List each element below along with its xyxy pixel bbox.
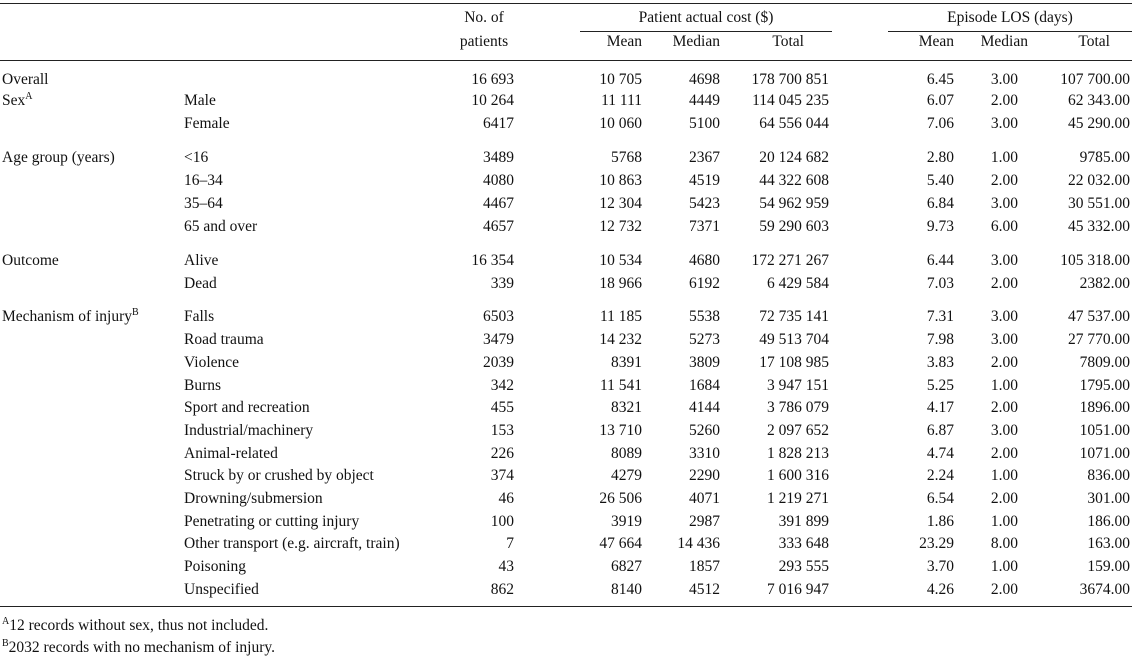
cell-n-patients: 342 [490,377,514,394]
cell-cost-mean: 10 863 [599,172,642,189]
header-no-patients-line2: patients [459,33,509,50]
cell-cost-total: 20 124 682 [759,149,829,166]
cell-n-patients: 153 [490,422,514,439]
cell-cost-mean: 8321 [611,399,642,416]
cell-cost-median: 3809 [689,354,720,371]
cell-cost-mean: 3919 [611,513,642,530]
cell-los-mean: 2.80 [926,149,954,166]
cell-n-patients: 3479 [483,331,514,348]
cell-los-total: 836.00 [1087,467,1130,484]
header-no-patients-line1: No. of [464,9,504,26]
cell-cost-total: 1 219 271 [767,490,829,507]
cell-subgroup: <16 [184,149,209,166]
cell-los-total: 45 332.00 [1068,218,1130,235]
cell-cost-mean: 12 732 [599,218,642,235]
cell-cost-total: 172 271 267 [751,252,829,269]
cell-los-median: 2.00 [990,445,1018,462]
cell-los-total: 22 032.00 [1068,172,1130,189]
cell-cost-total: 1 600 316 [767,467,829,484]
cell-los-total: 2382.00 [1079,275,1130,292]
cell-los-mean: 3.83 [926,354,954,371]
cell-cost-median: 5273 [689,331,720,348]
cell-n-patients: 455 [490,399,514,416]
cell-subgroup: Drowning/submersion [184,490,323,507]
footnote-a-text: 12 records without sex, thus not included. [9,617,269,634]
cell-cost-median: 3310 [689,445,720,462]
cell-los-median: 1.00 [990,467,1018,484]
footnote-a-mark: A [2,615,10,627]
cell-los-total: 45 290.00 [1068,115,1130,132]
cell-los-median: 3.00 [990,71,1018,88]
cell-los-mean: 7.98 [926,331,954,348]
cell-cost-total: 293 555 [778,558,829,575]
header-los-group: Episode LOS (days) [947,9,1073,26]
cell-category [2,251,59,271]
cell-cost-mean: 12 304 [599,195,642,212]
cell-los-mean: 4.17 [926,399,954,416]
cell-los-median: 6.00 [990,218,1018,235]
cell-cost-total: 17 108 985 [759,354,829,371]
cell-los-total: 3674.00 [1079,581,1130,598]
cell-los-total: 27 770.00 [1068,331,1130,348]
cell-n-patients: 6417 [483,115,514,132]
cell-los-total: 7809.00 [1079,354,1130,371]
category-label: Age group (years) [2,149,115,166]
cell-cost-total: 72 735 141 [759,308,829,325]
cell-los-mean: 5.25 [926,377,954,394]
cell-los-median: 3.00 [990,115,1018,132]
footnote-marker: A [25,90,33,102]
cell-los-median: 3.00 [990,331,1018,348]
cell-n-patients: 226 [490,445,514,462]
cell-los-mean: 6.45 [926,71,954,88]
category-label: Outcome [2,252,59,269]
cell-cost-total: 54 962 959 [759,195,829,212]
cell-n-patients: 4467 [483,195,514,212]
cell-los-mean: 6.54 [926,490,954,507]
cell-subgroup: Burns [184,377,222,394]
cell-n-patients: 4080 [483,172,514,189]
cell-cost-total: 333 648 [778,535,829,552]
cell-cost-mean: 8391 [611,354,642,371]
cell-los-median: 1.00 [990,558,1018,575]
cell-los-total: 163.00 [1087,535,1130,552]
cell-los-median: 1.00 [990,377,1018,394]
table-bottom-rule [0,606,1132,607]
cell-cost-mean: 11 541 [599,377,642,394]
cell-los-median: 2.00 [990,172,1018,189]
category-label: Mechanism of injury [2,308,133,325]
cell-cost-total: 2 097 652 [767,422,829,439]
cell-los-mean: 7.06 [926,115,954,132]
cell-los-mean: 7.31 [926,308,954,325]
cell-subgroup: Other transport (e.g. aircraft, train) [184,535,400,552]
cell-cost-median: 1857 [689,558,720,575]
cell-n-patients: 16 693 [471,71,514,88]
cell-los-median: 2.00 [990,399,1018,416]
cell-los-total: 1071.00 [1079,445,1130,462]
cell-cost-total: 59 290 603 [759,218,829,235]
cell-cost-mean: 10 534 [599,252,642,269]
cell-los-total: 47 537.00 [1068,308,1130,325]
cell-los-median: 3.00 [990,422,1018,439]
cell-cost-median: 14 436 [677,535,720,552]
footnote-b-text: 2032 records with no mechanism of injury. [8,639,275,656]
cell-n-patients: 7 [506,535,514,552]
cell-n-patients: 16 354 [471,252,514,269]
footnote-b-mark: B [2,637,9,649]
cell-cost-median: 2367 [689,149,720,166]
cell-subgroup: Sport and recreation [184,399,310,416]
cell-category [2,307,139,327]
cell-los-median: 2.00 [990,581,1018,598]
cell-los-mean: 2.24 [926,467,954,484]
cell-cost-total: 391 899 [778,513,829,530]
cell-los-median: 3.00 [990,308,1018,325]
cell-cost-mean: 11 111 [601,92,642,109]
cell-los-mean: 4.74 [926,445,954,462]
cell-cost-total: 3 947 151 [767,377,829,394]
cell-cost-median: 4698 [689,71,720,88]
cell-cost-median: 5100 [689,115,720,132]
cell-subgroup: Alive [184,252,219,269]
cell-los-mean: 5.40 [926,172,954,189]
cell-n-patients: 10 264 [471,92,514,109]
cell-los-total: 62 343.00 [1068,92,1130,109]
cell-subgroup: 16–34 [184,172,223,189]
cell-los-total: 1896.00 [1079,399,1130,416]
cell-subgroup: Falls [184,308,215,325]
cell-cost-total: 64 556 044 [759,115,829,132]
cell-subgroup: Industrial/machinery [184,422,314,439]
cell-los-mean: 3.70 [926,558,954,575]
cell-los-mean: 23.29 [919,535,954,552]
cell-los-total: 107 700.00 [1060,71,1130,88]
cell-n-patients: 6503 [483,308,514,325]
cell-n-patients: 43 [498,558,514,575]
cell-n-patients: 2039 [483,354,514,371]
cell-cost-median: 6192 [689,275,720,292]
cell-cost-total: 6 429 584 [767,275,829,292]
cell-cost-mean: 14 232 [599,331,642,348]
cell-cost-mean: 6827 [611,558,642,575]
cell-subgroup: 65 and over [184,218,258,235]
header-los-mean: Mean [918,33,954,50]
cell-cost-mean: 10 060 [599,115,642,132]
category-label: Overall [2,71,49,88]
header-los-total: Total [1078,33,1110,50]
cell-los-median: 2.00 [990,275,1018,292]
cell-n-patients: 100 [490,513,514,530]
cell-cost-median: 2987 [689,513,720,530]
cell-n-patients: 374 [490,467,514,484]
cell-subgroup: Unspecified [184,581,259,598]
cell-cost-mean: 8140 [611,581,642,598]
cell-los-mean: 7.03 [926,275,954,292]
cell-cost-total: 49 513 704 [759,331,829,348]
cell-los-median: 2.00 [990,354,1018,371]
cell-los-total: 30 551.00 [1068,195,1130,212]
cell-cost-median: 4449 [689,92,720,109]
cell-subgroup: Violence [184,354,240,371]
cell-los-total: 1051.00 [1079,422,1130,439]
cell-cost-median: 5260 [689,422,720,439]
cell-los-median: 8.00 [990,535,1018,552]
cell-los-mean: 6.84 [926,195,954,212]
cell-los-mean: 6.44 [926,252,954,269]
footnote-b [2,638,275,658]
cell-category [2,148,115,168]
cell-los-median: 2.00 [990,490,1018,507]
cell-los-total: 301.00 [1087,490,1130,507]
cell-los-median: 2.00 [990,92,1018,109]
cell-cost-mean: 18 966 [599,275,642,292]
cell-cost-total: 3 786 079 [767,399,829,416]
header-cost-mean: Mean [606,33,642,50]
cell-los-median: 3.00 [990,195,1018,212]
cell-subgroup: Poisoning [184,558,247,575]
cell-cost-mean: 13 710 [599,422,642,439]
header-cost-total: Total [772,33,804,50]
cell-cost-median: 7371 [689,218,720,235]
cell-cost-mean: 8089 [611,445,642,462]
header-cost-median: Median [672,33,720,50]
cell-los-mean: 6.87 [926,422,954,439]
cell-subgroup: Road trauma [184,331,264,348]
cell-cost-median: 4519 [689,172,720,189]
cell-subgroup: Male [184,92,216,109]
cell-cost-median: 5538 [689,308,720,325]
cell-los-median: 1.00 [990,513,1018,530]
cell-cost-median: 2290 [689,467,720,484]
cell-cost-mean: 5768 [611,149,642,166]
cell-n-patients: 46 [498,490,514,507]
cell-cost-median: 4144 [689,399,720,416]
cell-cost-total: 178 700 851 [751,71,829,88]
cell-cost-total: 44 322 608 [759,172,829,189]
cell-cost-median: 1684 [689,377,720,394]
cell-los-median: 3.00 [990,252,1018,269]
cell-n-patients: 862 [490,581,514,598]
cell-subgroup: Dead [184,275,217,292]
cell-cost-median: 4071 [689,490,720,507]
footnote-a [2,616,268,636]
cell-cost-total: 7 016 947 [767,581,829,598]
cell-subgroup: Animal-related [184,445,278,462]
cell-los-mean: 1.86 [926,513,954,530]
cell-los-total: 9785.00 [1079,149,1130,166]
cell-n-patients: 3489 [483,149,514,166]
cell-cost-total: 114 045 235 [752,92,829,109]
cell-los-median: 1.00 [990,149,1018,166]
cell-cost-total: 1 828 213 [767,445,829,462]
cell-subgroup: 35–64 [184,195,223,212]
cell-los-total: 186.00 [1087,513,1130,530]
footnote-marker: B [132,306,139,318]
cell-category [2,70,48,90]
table-top-rule [0,3,1132,4]
cell-los-mean: 9.73 [926,218,954,235]
cell-los-total: 105 318.00 [1060,252,1130,269]
cell-cost-mean: 11 185 [599,308,642,325]
cell-los-mean: 4.26 [926,581,954,598]
header-bottom-rule [0,60,1132,61]
cell-subgroup: Female [184,115,230,132]
category-label: Sex [2,92,26,109]
cell-cost-mean: 26 506 [599,490,642,507]
cell-los-total: 159.00 [1087,558,1130,575]
cell-los-total: 1795.00 [1079,377,1130,394]
cell-cost-median: 4512 [689,581,720,598]
cell-cost-mean: 4279 [611,467,642,484]
cell-category [2,91,32,111]
cell-cost-mean: 47 664 [599,535,642,552]
header-cost-group: Patient actual cost ($) [638,9,774,26]
cell-n-patients: 4657 [483,218,514,235]
cell-cost-median: 5423 [689,195,720,212]
cell-subgroup: Struck by or crushed by object [184,467,374,484]
cell-los-mean: 6.07 [926,92,954,109]
cell-cost-median: 4680 [689,252,720,269]
cell-subgroup: Penetrating or cutting injury [184,513,360,530]
cell-n-patients: 339 [490,275,514,292]
cell-cost-mean: 10 705 [599,71,642,88]
header-los-median: Median [980,33,1028,50]
